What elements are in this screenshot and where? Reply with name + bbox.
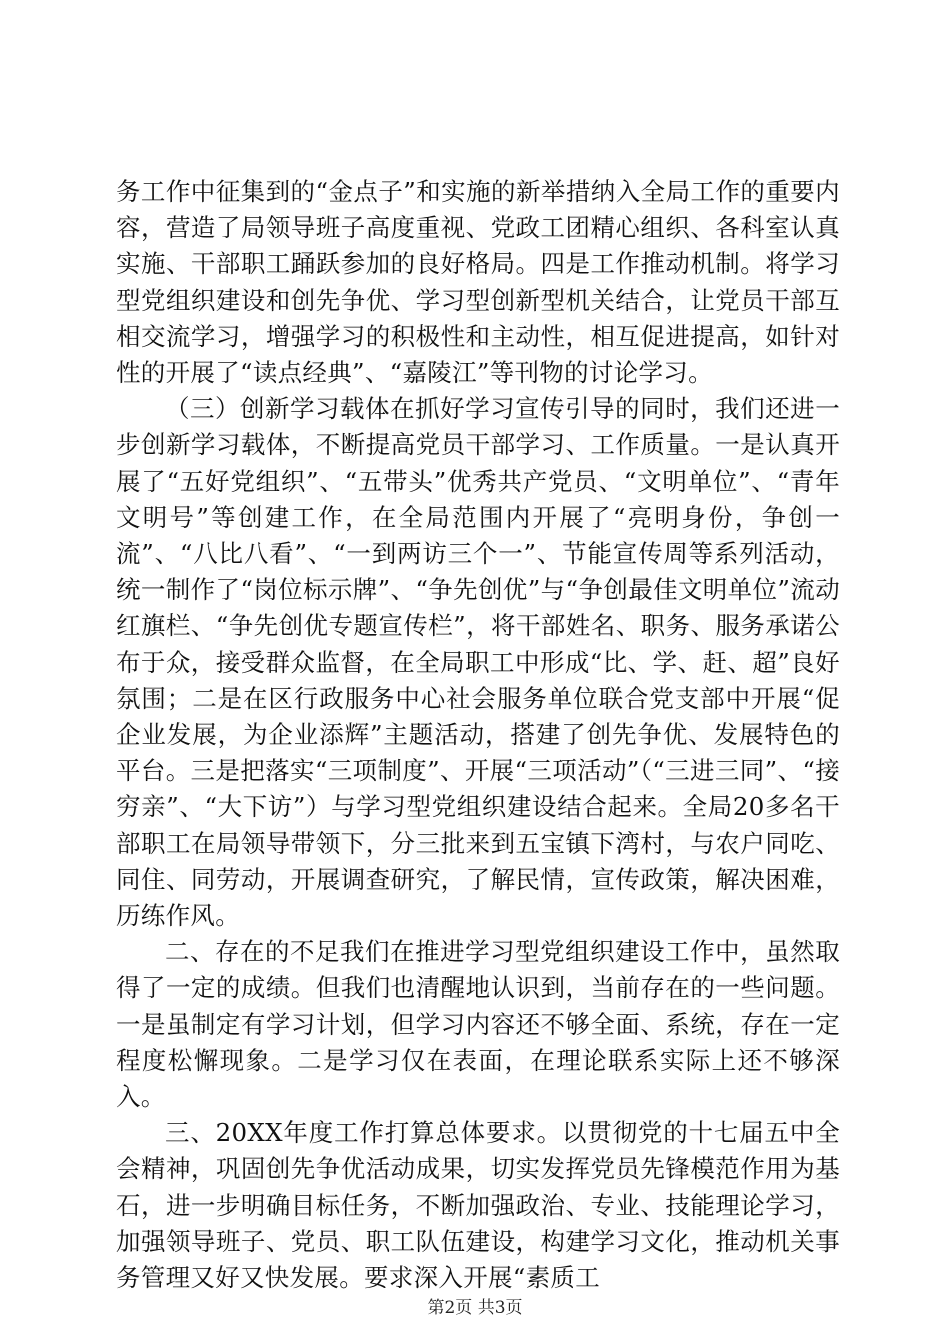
paragraph-4: 三、20XX年度工作打算总体要求。以贯彻党的十七届五中全会精神，巩固创先争优活动成果，切实发挥党员先锋模范作用为基石，进一步明确目标任务，不断加强政治、专业、技能理论学习，加强领导班子、党员、职工队伍建设，构建学习文化，推动机关事务管理又好又快发展。要求深入开展“素质工	[116, 1118, 840, 1293]
page-number-footer: 第2页 共3页	[427, 1298, 523, 1318]
paragraph-2: （三）创新学习载体在抓好学习宣传引导的同时，我们还进一步创新学习载体，不断提高党员干部学习、工作质量。一是认真开展了“五好党组织”、“五带头”优秀共产党员、“文明单位”、“青年文明号”等创建工作，在全局范围内开展了“亮明身份，争创一流”、“八比八看”、“一到两访三个一”、节能宣传周等系列活动，统一制作了“岗位标示牌”、“争先创优”与“争创最佳文明单位”流动红旗栏、“争先创优专题宣传栏”，将干部姓名、职务、服务承诺公布于众，接受群众监督，在全局职工中形成“比、学、赶、超”良好氛围；二是在区行政服务中心社会服务单位联合党支部中开展“促企业发展，为企业添辉”主题活动，搭建了创先争优、发展特色的平台。三是把落实“三项制度”、开展“三项活动”（“三进三同”、“接穷亲”、“大下访”）与学习型党组织建设结合起来。全局20多名干部职工在局领导带领下，分三批来到五宝镇下湾村，与农户同吃、同住、同劳动，开展调查研究，了解民情，宣传政策，解决困难，历练作风。	[116, 394, 840, 931]
paragraph-3: 二、存在的不足我们在推进学习型党组织建设工作中，虽然取得了一定的成绩。但我们也清醒地认识到，当前存在的一些问题。一是虽制定有学习计划，但学习内容还不够全面、系统，存在一定程度松懈现象。二是学习仅在表面，在理论联系实际上还不够深入。	[116, 937, 840, 1112]
paragraph-1: 务工作中征集到的“金点子”和实施的新举措纳入全局工作的重要内容，营造了局领导班子高度重视、党政工团精心组织、各科室认真实施、干部职工踊跃参加的良好格局。四是工作推动机制。将学习型党组织建设和创先争优、学习型创新型机关结合，让党员干部互相交流学习，增强学习的积极性和主动性，相互促进提高，如针对性的开展了“读点经典”、“嘉陵江”等刊物的讨论学习。	[116, 177, 840, 388]
document-body	[116, 174, 840, 1296]
